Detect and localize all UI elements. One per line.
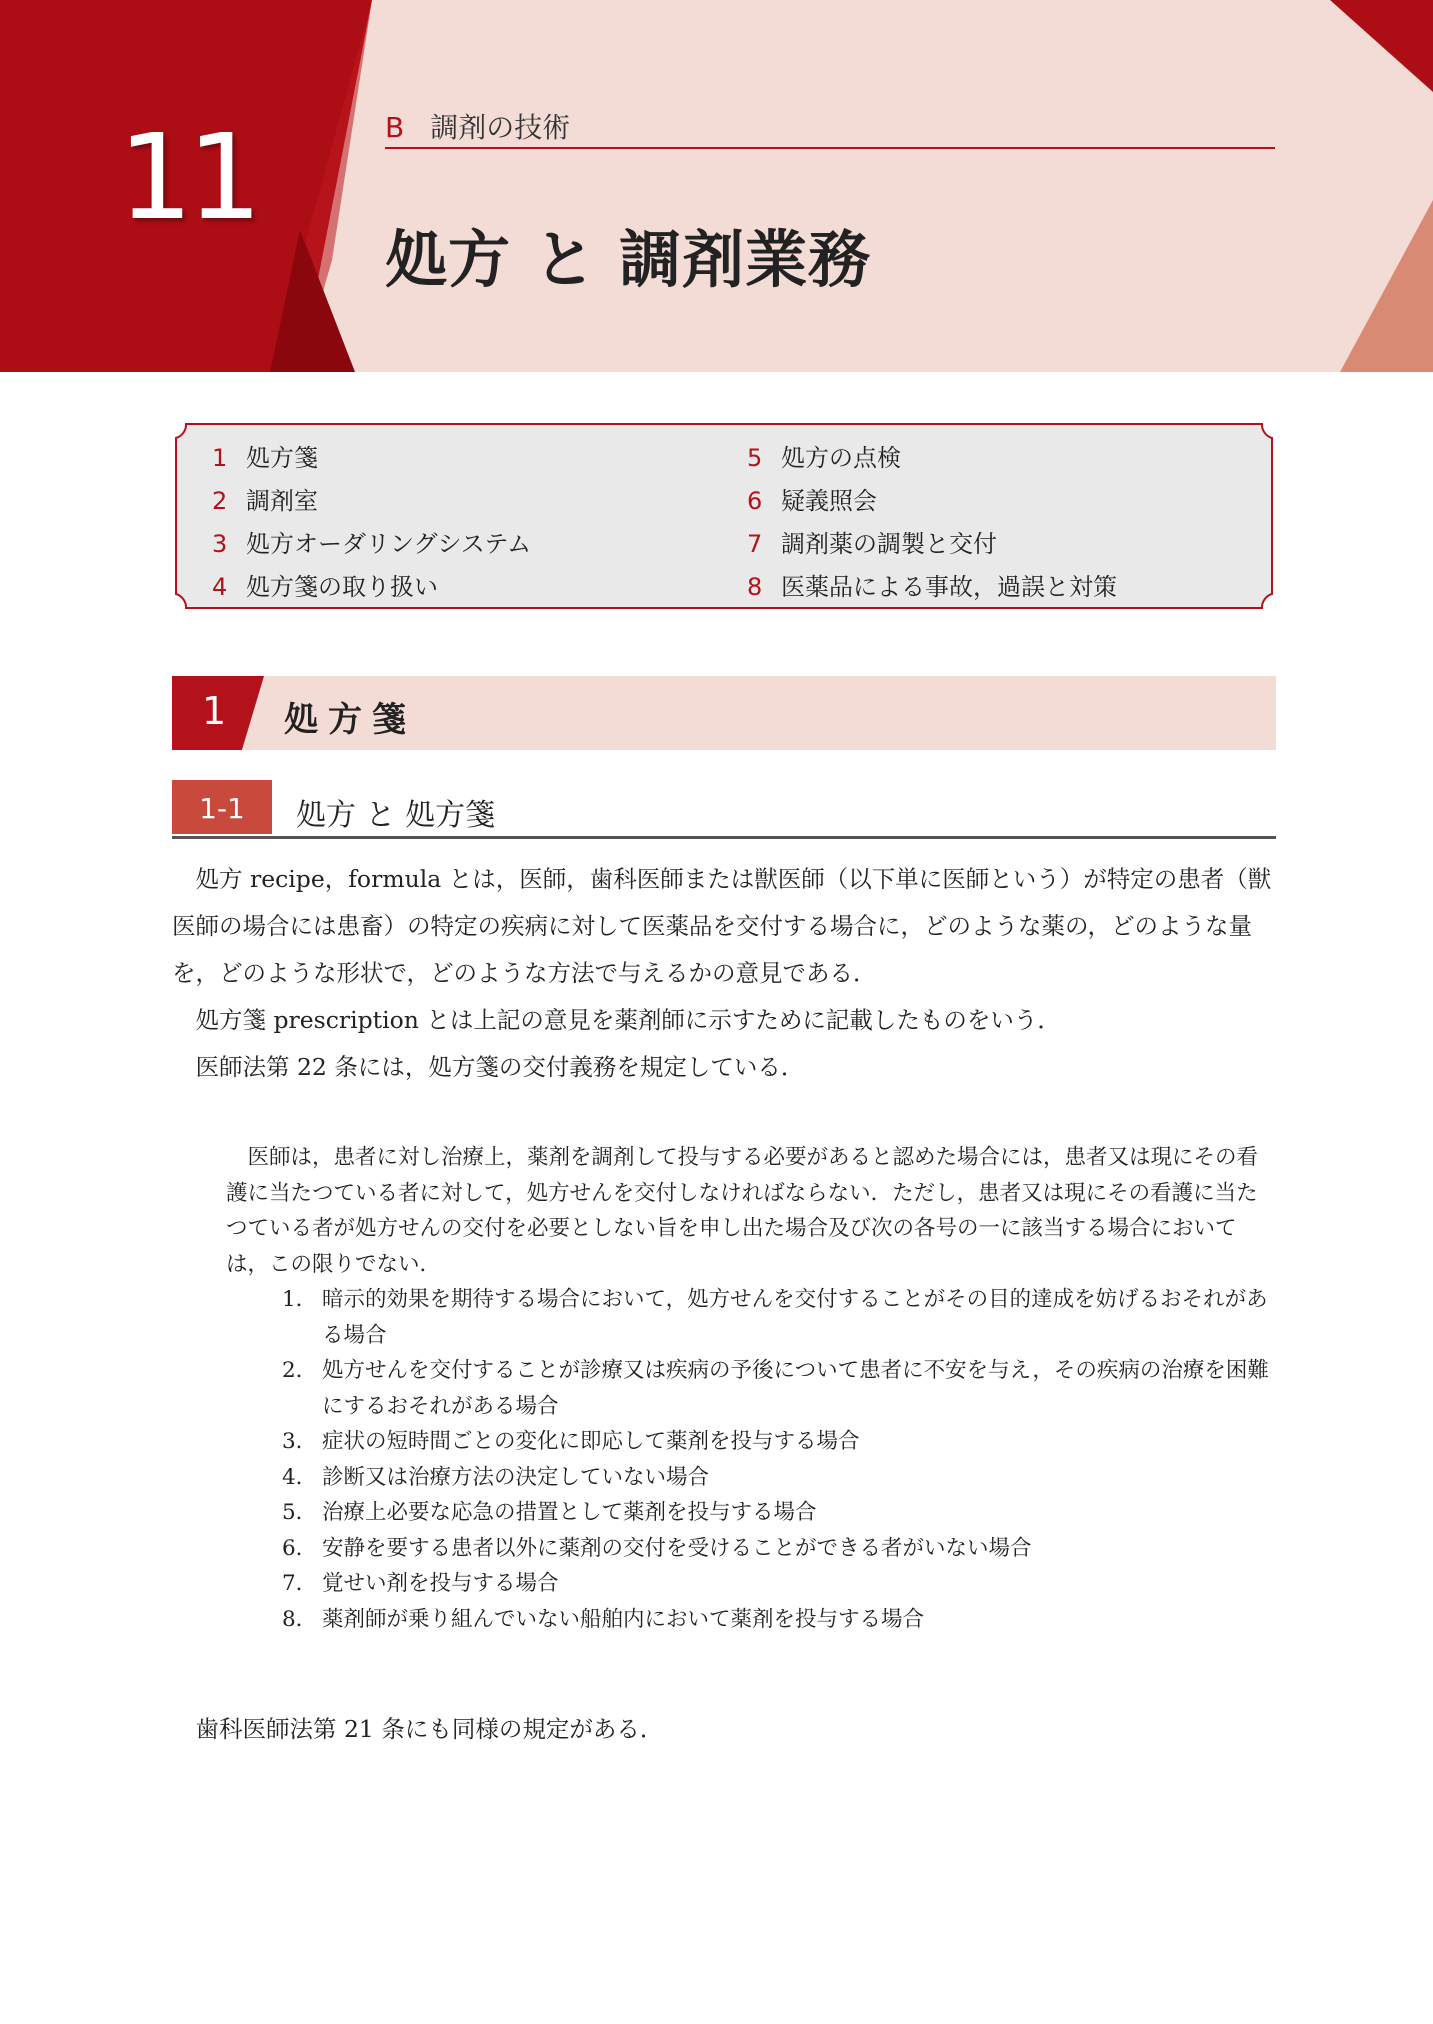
toc-label: 処方箋の取り扱い (246, 573, 438, 601)
law-exception-item (226, 1531, 1276, 1567)
toc-num: 3 (212, 530, 228, 558)
subsection-title: 処方 と 処方箋 (296, 798, 496, 833)
list-text: 暗示的効果を期待する場合において，処方せんを交付することがその目的達成を妨げるおそれがある場合 (322, 1287, 1268, 1348)
toc-item-5[interactable] (747, 438, 901, 473)
toc-item-7[interactable] (747, 524, 997, 559)
law-exception-item (226, 1282, 1276, 1353)
list-text: 診断又は治療方法の決定していない場合 (322, 1464, 710, 1490)
law-exception-item (226, 1460, 1276, 1496)
toc-label: 処方オーダリングシステム (246, 530, 532, 558)
toc-num: 8 (747, 573, 763, 601)
paragraph-dental-law: 歯科医師法第 21 条にも同様の規定がある． (195, 1715, 664, 1743)
toc-label: 調剤薬の調製と交付 (781, 530, 997, 558)
toc-num: 5 (747, 444, 763, 472)
list-text: 安静を要する患者以外に薬剤の交付を受けることができる者がいない場合 (322, 1535, 1032, 1561)
toc-item-1[interactable] (212, 438, 318, 473)
chapter-number: 11 (118, 108, 257, 246)
chapter-contents (172, 420, 1276, 612)
section-title: 処方箋 (284, 700, 416, 740)
list-number: 6． (282, 1535, 318, 1561)
list-text: 症状の短時間ごとの変化に即応して薬剤を投与する場合 (322, 1429, 860, 1454)
subsection-rule (172, 836, 1276, 839)
subsection-number: 1-1 (199, 792, 245, 825)
list-number: 5． (282, 1500, 318, 1525)
list-text: 薬剤師が乗り組んでいない船舶内において薬剤を投与する場合 (322, 1606, 925, 1632)
toc-item-2[interactable] (212, 481, 318, 516)
toc-item-6[interactable] (747, 481, 877, 516)
law-quotation (226, 1140, 1276, 1637)
toc-item-3[interactable] (212, 524, 531, 559)
list-number: 4． (282, 1464, 318, 1490)
law-quotation-intro: 医師は，患者に対し治療上，薬剤を調剤して投与する必要があると認めた場合には，患者又は現にその看護に当たつている者に対して，処方せんを交付しなければならない．ただし，患者又は現にその看護に当たつている者が処方せんの交付を必要としない旨を申し出た場合及び次の各号の一に該当する場合においては，この限りでない． (226, 1145, 1259, 1277)
subsection-heading (172, 780, 1276, 838)
law-exception-item (226, 1566, 1276, 1602)
list-number: 2． (282, 1358, 318, 1383)
toc-num: 2 (212, 487, 228, 515)
toc-num: 6 (747, 487, 763, 515)
toc-num: 7 (747, 530, 763, 558)
paragraph-medical-law: 医師法第 22 条には，処方箋の交付義務を規定している． (195, 1053, 805, 1081)
section-label: 調剤の技術 (430, 111, 571, 144)
toc-num: 4 (212, 573, 228, 601)
law-exception-list (226, 1282, 1276, 1637)
law-exception-item (226, 1353, 1276, 1424)
list-number: 8． (282, 1606, 318, 1632)
list-number: 3． (282, 1429, 318, 1454)
paragraph-definition-recipe: 処方 recipe，formula とは，医師，歯科医師または獣医師（以下単に医師という）が特定の患者（獣医師の場合には患畜）の特定の疾病に対して医薬品を交付する場合に，どのような薬の，どのような量を，どのような形状で，どのような方法で与えるかの意見である． (172, 865, 1272, 987)
list-text: 処方せんを交付することが診療又は疾病の予後について患者に不安を与え，その疾病の治療を困難にするおそれがある場合 (322, 1358, 1269, 1419)
toc-label: 疑義照会 (781, 487, 877, 515)
toc-label: 処方箋 (246, 444, 318, 472)
chapter-title: 処方 と 調剤業務 (385, 223, 872, 296)
header-rule (385, 147, 1275, 149)
toc-item-4[interactable] (212, 567, 438, 602)
chapter-header (0, 0, 1433, 372)
list-text: 覚せい剤を投与する場合 (322, 1571, 559, 1596)
section-tag (385, 106, 570, 146)
paragraph-definition-prescription: 処方箋 prescription とは上記の意見を薬剤師に示すために記載したものをいう． (195, 1006, 1061, 1034)
list-number: 1． (282, 1287, 318, 1312)
section-heading (172, 676, 1276, 750)
law-exception-item (226, 1602, 1276, 1638)
law-exception-item (226, 1424, 1276, 1460)
law-exception-item (226, 1495, 1276, 1531)
toc-item-8[interactable] (747, 567, 1117, 602)
toc-num: 1 (212, 444, 228, 472)
section-number: 1 (202, 689, 227, 733)
section-letter: B (385, 111, 405, 144)
toc-label: 医薬品による事故，過誤と対策 (781, 573, 1117, 601)
list-text: 治療上必要な応急の措置として薬剤を投与する場合 (322, 1500, 817, 1525)
toc-label: 処方の点検 (781, 444, 901, 472)
toc-label: 調剤室 (246, 487, 318, 515)
list-number: 7． (282, 1571, 318, 1596)
